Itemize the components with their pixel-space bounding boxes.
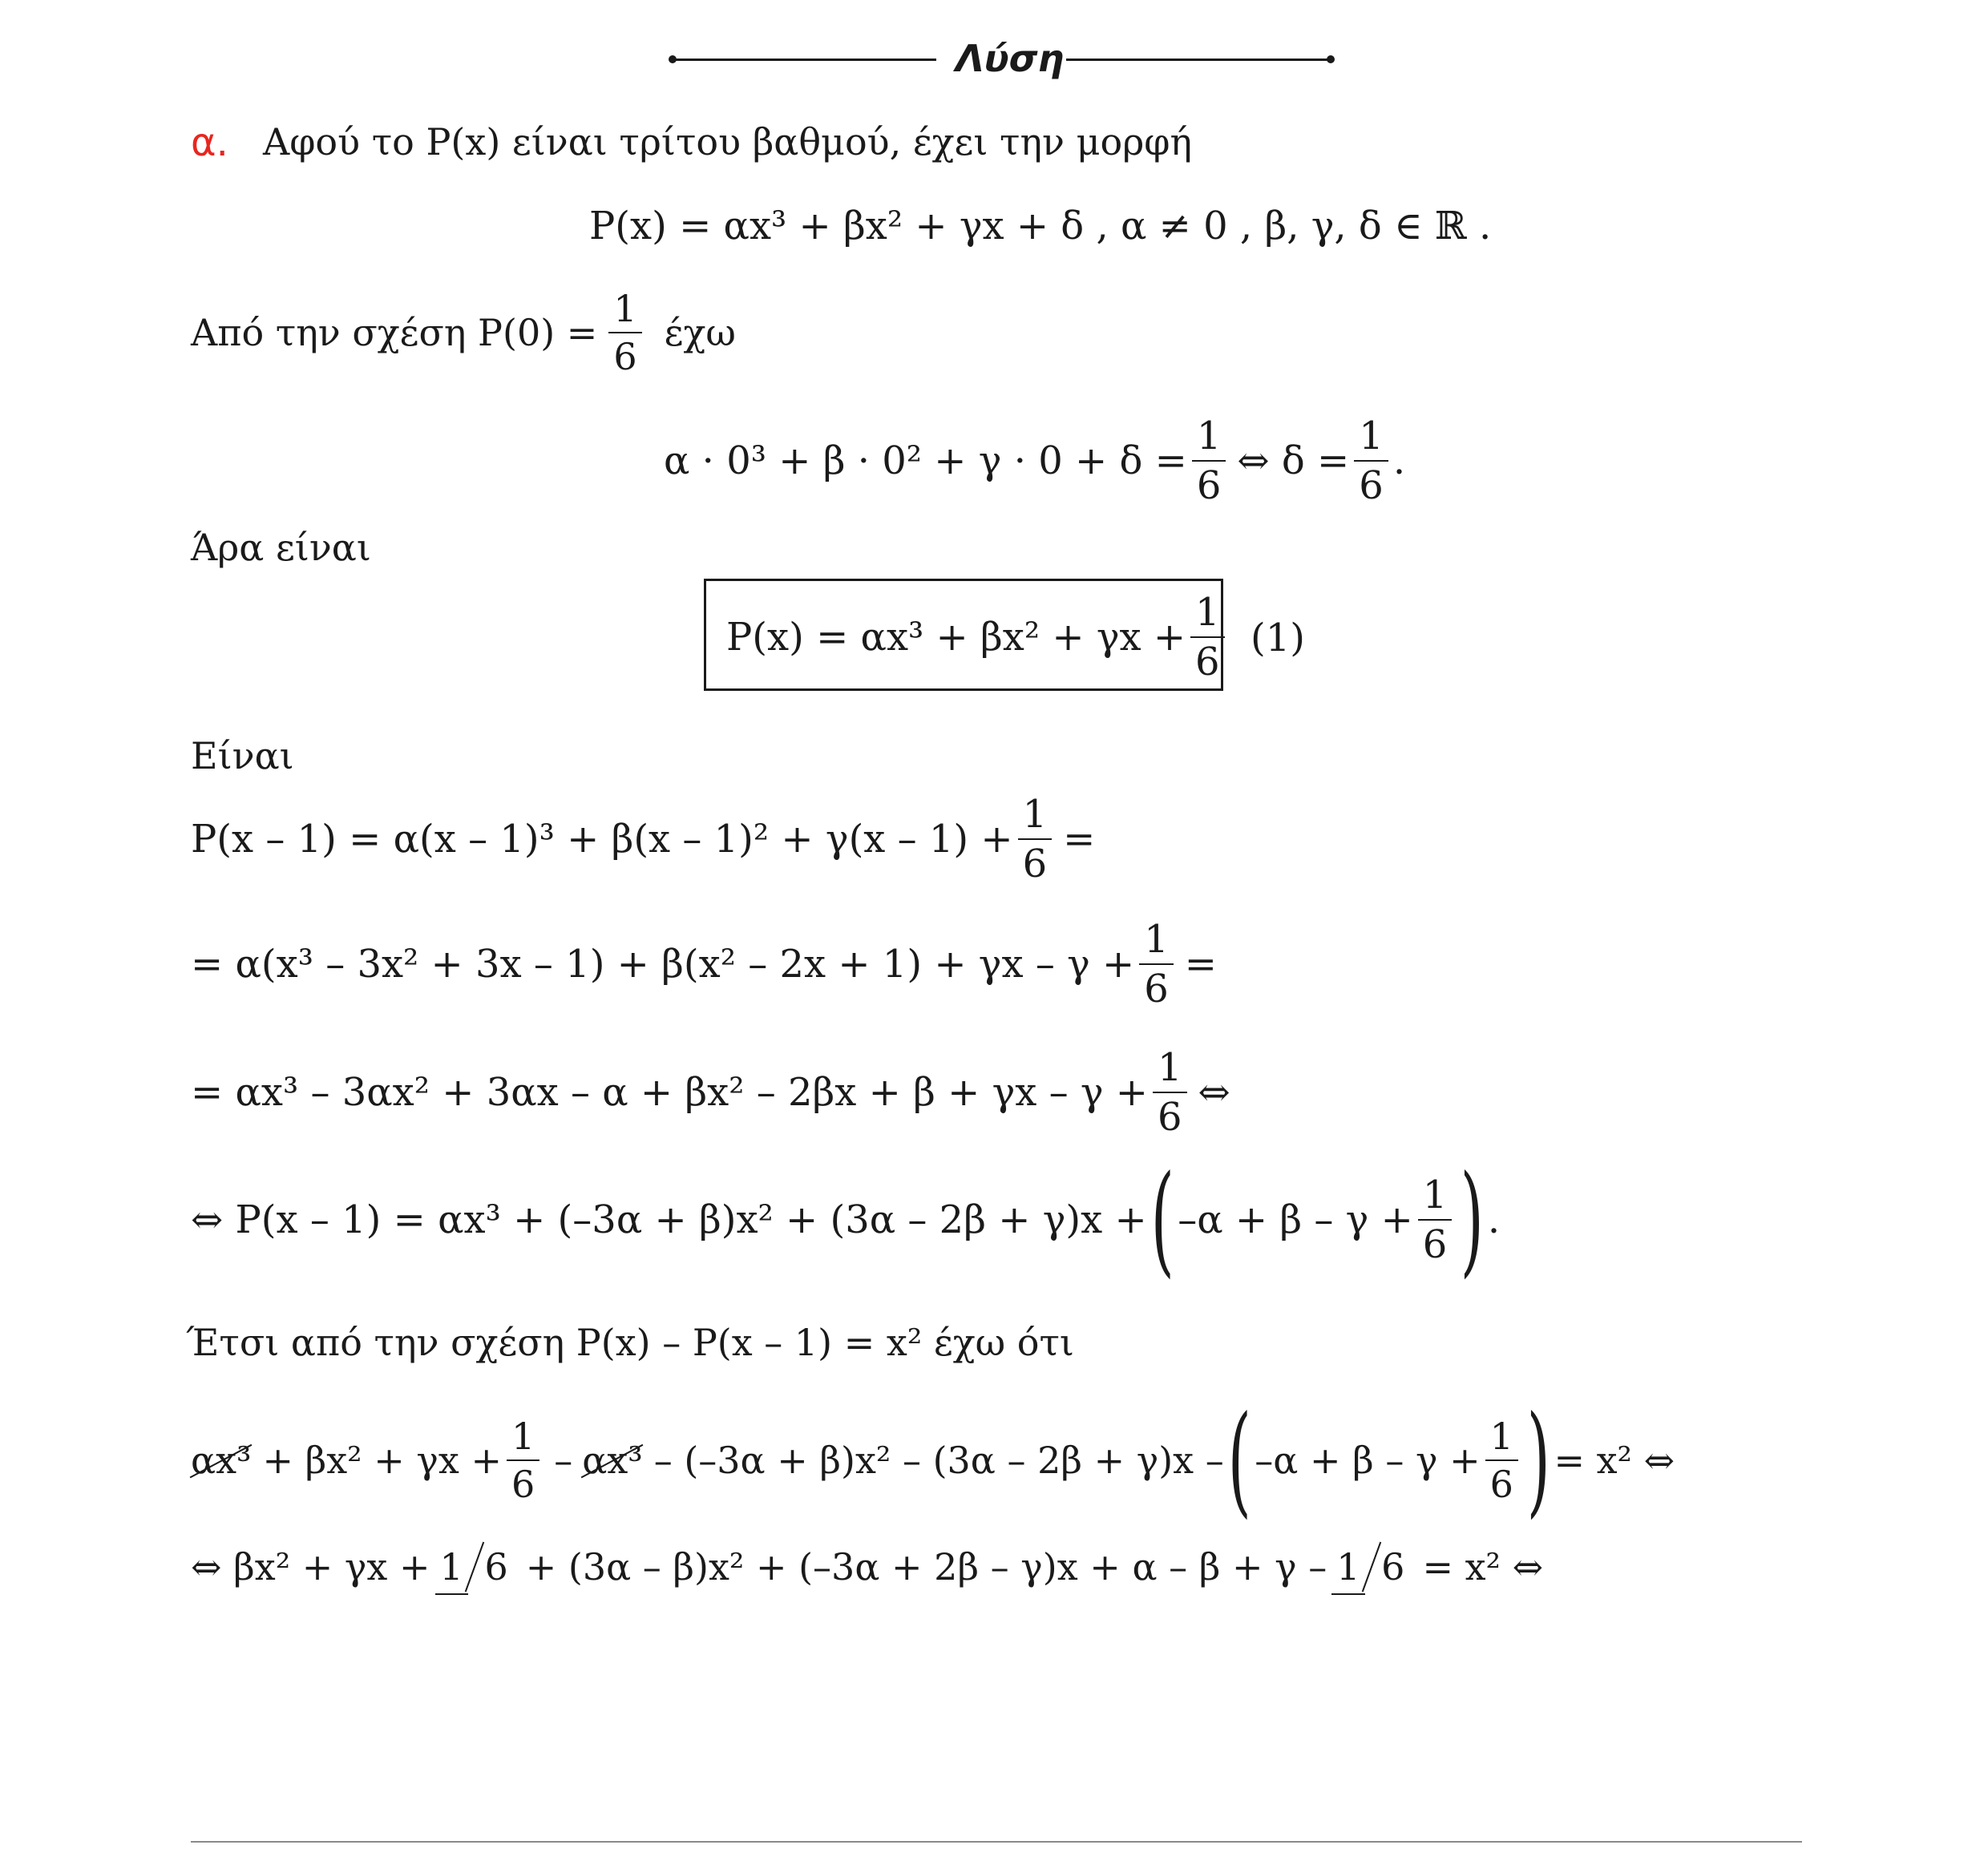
expansion-line-4-text: ⇔ P(x – 1) = αx³ + (–3α + β)x² + (3α – 2β + γ)x + [191,1197,1147,1242]
expansion-line-1-text: P(x – 1) = α(x – 1)³ + β(x – 1)² + γ(x – 1) + [191,817,1013,862]
einai-text: Είναι [191,734,294,777]
ara-text: Άρα είναι [191,526,371,569]
substitution-line [664,414,1406,508]
general-form-equation: P(x) = αx³ + βx² + γx + δ , α ≠ 0 , β, γ, δ ∈ ℝ . [589,204,1492,248]
heading-rule-left [672,59,936,61]
p0-text-before: Από την σχέση P(0) = [191,311,598,354]
fraction [1485,1415,1518,1506]
right-paren: ) [1526,1391,1550,1530]
fraction [1192,414,1226,508]
expansion-line-1 [191,792,1096,886]
expansion-line-4-inner: –α + β – γ + [1178,1197,1413,1242]
difference-line-1-inner: –α + β – γ + [1255,1439,1481,1482]
cancelled-fraction [435,1545,513,1589]
expansion-line-4 [191,1150,1501,1290]
fraction [1153,1045,1187,1140]
fraction-numerator: 1 [1331,1545,1364,1595]
fraction [507,1415,539,1506]
fraction-denominator: 6 [1022,842,1048,886]
difference-line-2-a: ⇔ βx² + γx + [191,1545,430,1589]
fraction-denominator: 6 [1359,463,1384,508]
fraction [1418,1173,1453,1267]
fraction-denominator: 6 [1422,1222,1448,1267]
substitution-iff: ⇔ δ = [1237,438,1350,483]
fraction-numerator: 1 [1485,1418,1518,1461]
heading-dot-left [669,55,677,63]
intro-text: Αφού το P(x) είναι τρίτου βαθμού, έχει την μορφή [263,120,1193,164]
fraction-denominator: 6 [1158,1095,1182,1140]
cancelled-term: αx³ [582,1439,643,1482]
fraction-numerator: 1 [608,290,641,333]
fraction-numerator: 1 [1418,1176,1453,1221]
footer-rule [191,1841,1802,1843]
expansion-line-2-text: = α(x³ – 3x² + 3x – 1) + β(x² – 2x + 1) + γx – γ + [191,942,1135,987]
fraction-numerator: 1 [1192,417,1226,462]
equation-tag: (1) [1251,616,1305,660]
fraction-denominator: 6 [1489,1463,1513,1506]
fraction-numerator: 1 [507,1418,539,1461]
fraction [1190,590,1225,684]
heading-dot-right [1327,55,1335,63]
fraction [1018,792,1053,886]
fraction [1139,917,1174,1011]
part-label: α. [191,120,228,165]
expansion-line-3 [191,1045,1230,1140]
fraction-numerator: 1 [1139,920,1174,965]
cancelled-fraction [1331,1545,1409,1589]
heading-rule-right [1066,59,1331,61]
fraction-numerator: 1 [1018,795,1053,840]
difference-line-1 [191,1391,1675,1530]
fraction-numerator: 1 [435,1545,468,1595]
etsi-text: Έτσι από την σχέση P(x) – P(x – 1) = x² έχω ότι [186,1321,1074,1364]
cancelled-term: αx³ [191,1439,252,1482]
fraction-numerator: 1 [1190,593,1225,638]
difference-line-2-b: + (3α – β)x² + (–3α + 2β – γ)x + α – β + γ – [525,1545,1327,1589]
expansion-line-1-end: = [1063,817,1096,862]
expansion-line-3-end: ⇔ [1198,1070,1230,1115]
difference-line-1-minus: – [554,1439,573,1482]
right-paren: ) [1460,1150,1485,1290]
difference-line-2-end: = x² ⇔ [1422,1545,1544,1589]
heading-title: Λύση [956,37,1065,80]
fraction-denominator: 6 [1196,463,1222,508]
expansion-line-4-end: . [1487,1197,1501,1242]
p0-line [191,287,736,378]
fraction-denominator: 6 [1144,967,1169,1011]
fraction-numerator: 1 [1153,1048,1187,1093]
fraction [1354,414,1388,508]
difference-line-1-end: = x² ⇔ [1554,1439,1675,1482]
expansion-line-2 [191,917,1218,1011]
boxed-equation-text: P(x) = αx³ + βx² + γx + [726,615,1186,660]
substitution-end: . [1392,438,1406,483]
fraction-numerator: 1 [1354,417,1388,462]
left-paren: ( [1227,1391,1251,1530]
left-paren: ( [1150,1150,1174,1290]
p0-fraction [608,287,641,378]
fraction-denominator: 6 [1195,640,1220,684]
difference-line-2 [191,1545,1544,1589]
fraction-denominator: 6 [484,1545,508,1589]
difference-line-1-a: + βx² + γx + [262,1439,502,1482]
expansion-line-2-end: = [1184,942,1218,987]
boxed-equation [726,590,1230,684]
fraction-denominator: 6 [511,1463,535,1506]
fraction-denominator: 6 [613,335,637,378]
fraction-denominator: 6 [1381,1545,1405,1589]
expansion-line-3-text: = αx³ – 3αx² + 3αx – α + βx² – 2βx + β + γx – γ + [191,1070,1148,1115]
substitution-equation: α · 0³ + β · 0² + γ · 0 + δ = [664,438,1187,483]
p0-text-after: έχω [664,311,736,354]
difference-line-1-b: – (–3α + β)x² – (3α – 2β + γ)x – [653,1439,1224,1482]
